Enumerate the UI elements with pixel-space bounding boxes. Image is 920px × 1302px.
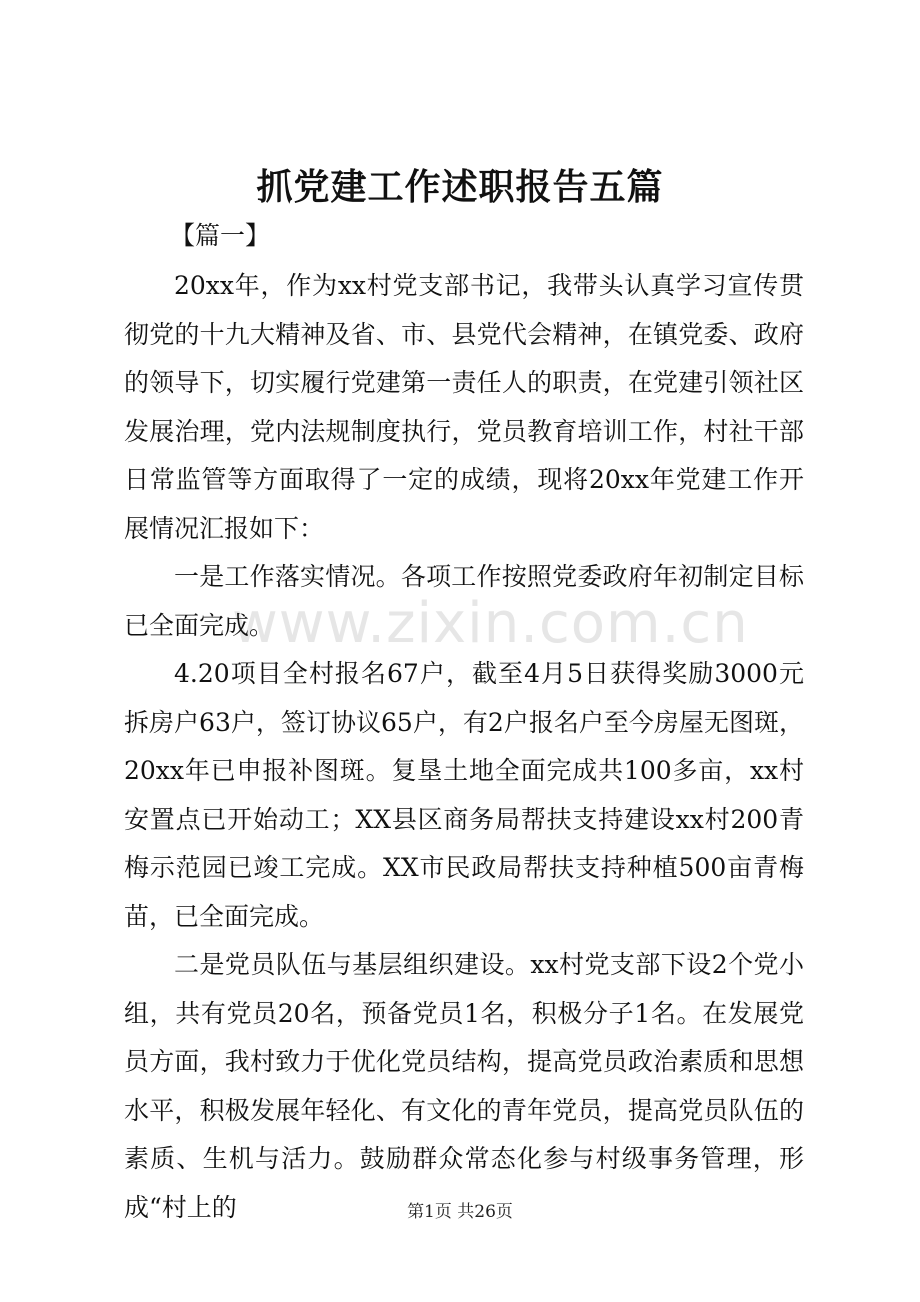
document-body [124, 262, 804, 1232]
paragraph-party-building: 二是党员队伍与基层组织建设。xx村党支部下设2个党小组，共有党员20名，预备党员1名，积极分子1名。在发展党员方面，我村致力于优化党员结构，提高党员政治素质和思想水平，积极发展年轻化、有文化的青年党员，提高党员队伍的素质、生机与活力。鼓励群众常态化参与村级事务管理，形成“村上的 [124, 950, 804, 1222]
section-heading: 【篇一】 [170, 221, 271, 250]
paragraph-work-status: 一是工作落实情况。各项工作按照党委政府年初制定目标已全面完成。 [124, 562, 804, 640]
paragraph-project-details: 4.20项目全村报名67户，截至4月5日获得奖励3000元拆房户63户，签订协议65户，有2户报名户至今房屋无图斑，20xx年已申报补图斑。复垦土地全面完成共100多亩，xx村安置点已开始动工；XX县区商务局帮扶支持建设xx村200青梅示范园已竣工完成。XX市民政局帮扶支持种植500亩青梅苗，已全面完成。 [124, 659, 804, 931]
paragraph-intro: 20xx年，作为xx村党支部书记，我带头认真学习宣传贯彻党的十九大精神及省、市、县党代会精神，在镇党委、政府的领导下，切实履行党建第一责任人的职责，在党建引领社区发展治理，党内法规制度执行，党员教育培训工作，村社干部日常监管等方面取得了一定的成绩，现将20xx年党建工作开展情况汇报如下： [124, 271, 804, 543]
page-footer: 第1页 共26页 [407, 1202, 513, 1222]
watermark: www.zixin.com.cn [232, 591, 749, 656]
document-title: 抓党建工作述职报告五篇 [256, 166, 664, 208]
